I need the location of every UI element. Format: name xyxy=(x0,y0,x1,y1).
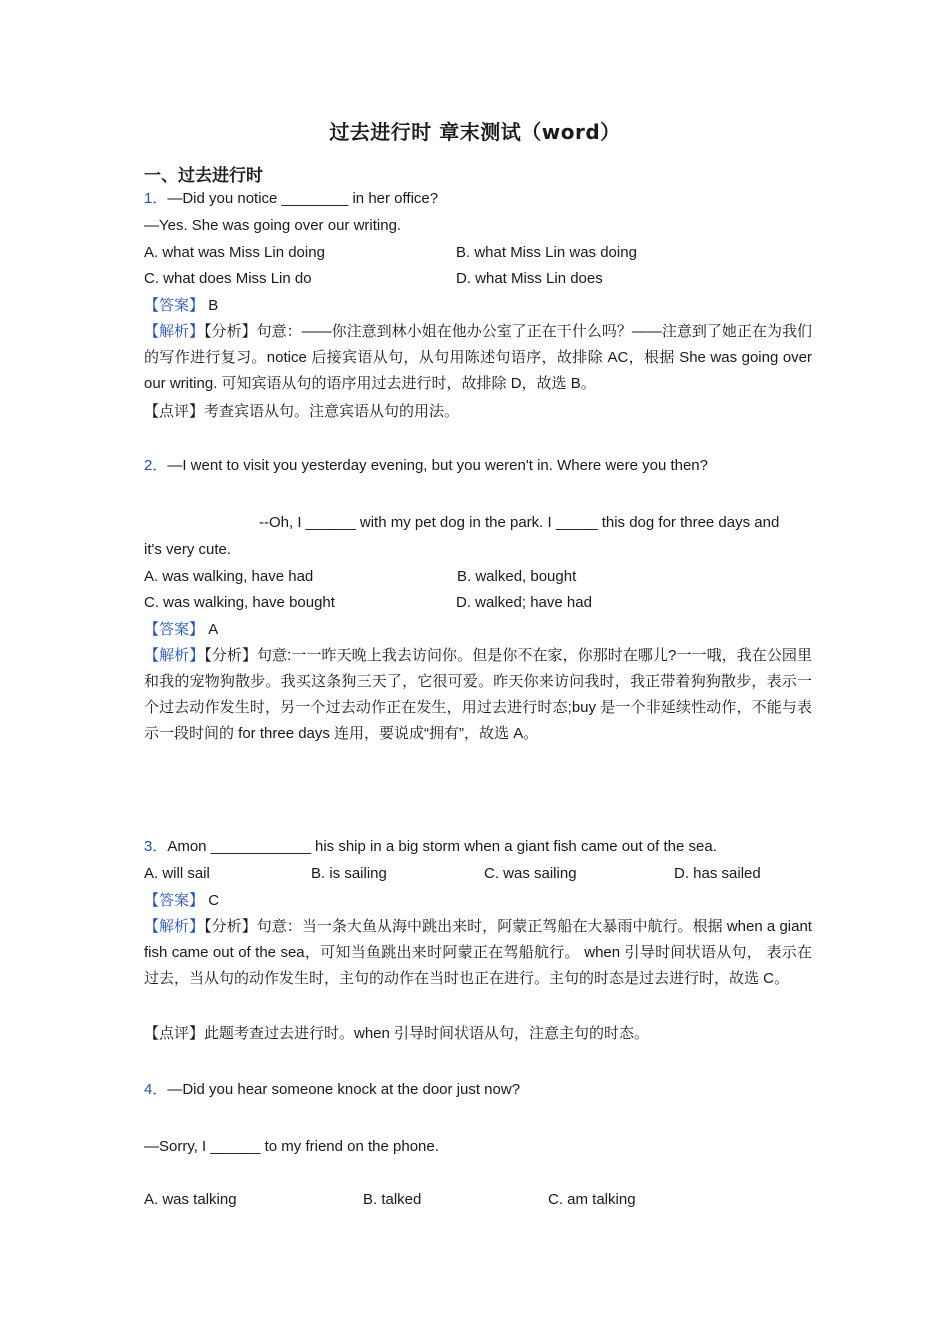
question-2-stem-reply: --Oh, I ______ with my pet dog in the park. I _____ this dog for three days and xyxy=(259,514,780,531)
question-1-number: 1． xyxy=(144,190,168,207)
analysis-tag: 【解析】 xyxy=(144,647,205,664)
question-1-stem-reply: —Yes. She was going over our writing. xyxy=(144,217,402,234)
question-2-analysis xyxy=(144,643,812,747)
question-1-option-c: C. what does Miss Lin do xyxy=(144,270,312,287)
question-4-number: 4． xyxy=(144,1081,168,1098)
answer-tag: 【答案】 xyxy=(144,892,205,909)
question-1-option-b: B. what Miss Lin was doing xyxy=(456,244,637,261)
question-4-option-b: B. talked xyxy=(363,1191,422,1208)
question-1-option-a: A. what was Miss Lin doing xyxy=(144,244,325,261)
question-2-stem-reply-cont: it's very cute. xyxy=(144,541,232,558)
question-2-text: —I went to visit you yesterday evening, but you weren't in. Where were you then? xyxy=(167,457,708,474)
question-3-comment: 【点评】此题考查过去进行时。when 引导时间状语从句，注意主句的时态。 xyxy=(144,1025,650,1042)
question-3-text: Amon ____________ his ship in a big storm when a giant fish came out of the sea. xyxy=(167,838,717,855)
question-4-option-c: C. am talking xyxy=(548,1191,636,1208)
question-1-analysis-text: 【分析】句意：——你注意到林小姐在他办公室了正在干什么吗？——注意到了她正在为我们的写作进行复习。notice 后接宾语从句，从句用陈述句语序，故排除 AC，根据 She was going over our writing. 可知宾语从句的语序用过去进行时，故排除 D，故选 B。 xyxy=(144,323,812,392)
question-3-answer xyxy=(144,891,219,911)
question-3-number: 3． xyxy=(144,838,168,855)
question-1-comment: 【点评】考查宾语从句。注意宾语从句的用法。 xyxy=(144,403,460,420)
question-1-answer xyxy=(144,296,218,316)
question-3-option-c: C. was sailing xyxy=(484,865,577,882)
answer-tag: 【答案】 xyxy=(144,297,205,314)
question-2-option-d: D. walked; have had xyxy=(456,594,592,611)
question-1-option-d: D. what Miss Lin does xyxy=(456,270,603,287)
question-3-analysis-text: 【分析】句意：当一条大鱼从海中跳出来时，阿蒙正驾船在大暴雨中航行。根据 when a giant fish came out of the sea，可知当鱼跳出来时阿蒙正在驾船航行。 when 引导时间状语从句， 表示在过去，当从句的动作发生时，主句的动作在当时也正在进行。主句的时态是过去进行时，故选 C。 xyxy=(144,918,812,987)
question-4-stem-reply: —Sorry, I ______ to my friend on the phone. xyxy=(144,1138,439,1155)
analysis-tag: 【解析】 xyxy=(144,323,205,340)
question-2-analysis-text: 【分析】句意:一一昨天晚上我去访问你。但是你不在家，你那时在哪儿?一一哦，我在公园里和我的宠物狗散步。我买这条狗三天了，它很可爱。昨天你来访问我时，我正带着狗狗散步，表示一个过去动作发生时，另一个过去动作正在发生，用过去进行时态;buy 是一个非延续性动作，不能与表示一段时间的 for three days 连用，要说成“拥有”，故选 A。 xyxy=(144,647,812,742)
question-2-option-b: B. walked, bought xyxy=(457,568,577,585)
question-2-answer-value: A xyxy=(208,621,219,638)
question-1-analysis xyxy=(144,319,812,397)
question-1-answer-value: B xyxy=(208,297,219,314)
question-2-stem xyxy=(144,456,708,476)
analysis-tag: 【解析】 xyxy=(144,918,205,935)
question-1-stem xyxy=(144,189,438,209)
question-3-option-a: A. will sail xyxy=(144,865,210,882)
question-2-option-a: A. was walking, have had xyxy=(144,568,314,585)
question-3-option-b: B. is sailing xyxy=(311,865,387,882)
question-4-text: —Did you hear someone knock at the door just now? xyxy=(167,1081,521,1098)
question-3-stem xyxy=(144,837,717,857)
section-heading: 一、过去进行时 xyxy=(144,166,263,186)
question-4-option-a: A. was talking xyxy=(144,1191,237,1208)
question-3-analysis xyxy=(144,914,812,992)
question-3-answer-value: C xyxy=(208,892,220,909)
question-2-answer xyxy=(144,620,218,640)
answer-tag: 【答案】 xyxy=(144,621,205,638)
question-4-stem xyxy=(144,1080,520,1100)
question-3-option-d: D. has sailed xyxy=(674,865,761,882)
question-1-text: —Did you notice ________ in her office? xyxy=(167,190,439,207)
question-2-option-c: C. was walking, have bought xyxy=(144,594,335,611)
question-2-number: 2． xyxy=(144,457,168,474)
page-title: 过去进行时 章末测试（word） xyxy=(329,120,621,144)
